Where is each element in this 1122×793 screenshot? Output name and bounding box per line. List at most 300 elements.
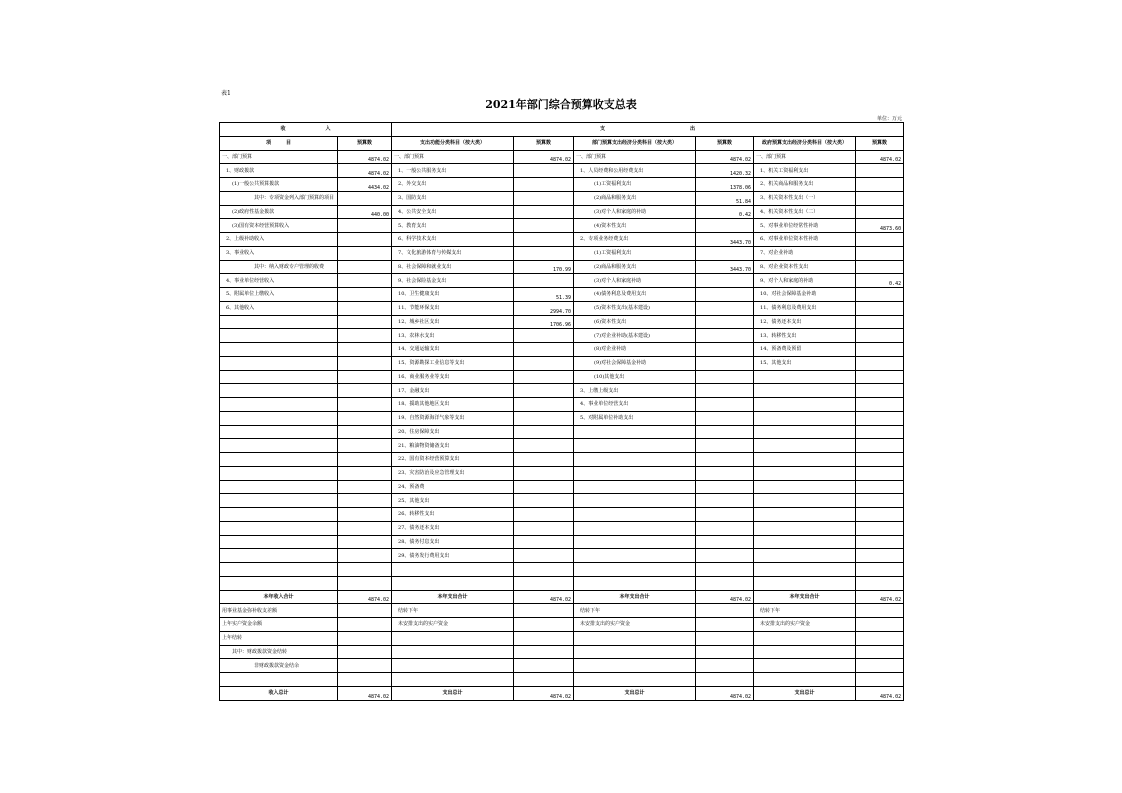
amount-cell bbox=[514, 219, 574, 233]
amount-cell: 3443.70 bbox=[696, 233, 754, 247]
item-cell: 1、人员经费和公用经费支出 bbox=[574, 164, 696, 178]
item-cell: 用事业基金弥补收支差额 bbox=[220, 604, 338, 618]
item-cell: 未安排支出的实户资金 bbox=[754, 618, 856, 632]
table-row bbox=[220, 370, 904, 384]
amount-cell bbox=[338, 343, 392, 357]
amount-cell bbox=[338, 521, 392, 535]
item-cell: 本年支出合计 bbox=[392, 590, 514, 604]
table-row bbox=[220, 398, 904, 412]
amount-cell bbox=[696, 398, 754, 412]
item-cell: (6)资本性支出 bbox=[574, 315, 696, 329]
item-cell: 一、部门预算 bbox=[754, 150, 856, 164]
amount-cell bbox=[856, 659, 904, 673]
amount-cell: 4874.02 bbox=[856, 686, 904, 700]
amount-cell bbox=[514, 563, 574, 577]
item-cell: 15、其他支出 bbox=[754, 356, 856, 370]
amount-cell bbox=[338, 398, 392, 412]
table-row bbox=[220, 411, 904, 425]
item-cell bbox=[754, 425, 856, 439]
amount-cell bbox=[856, 301, 904, 315]
amount-cell: 1420.32 bbox=[696, 164, 754, 178]
item-cell bbox=[220, 521, 338, 535]
item-cell: 10、卫生健康支出 bbox=[392, 288, 514, 302]
amount-cell bbox=[514, 604, 574, 618]
amount-cell bbox=[696, 356, 754, 370]
amount-cell bbox=[856, 384, 904, 398]
item-cell bbox=[754, 453, 856, 467]
amount-cell bbox=[856, 549, 904, 563]
item-cell: 12、债务还本支出 bbox=[754, 315, 856, 329]
amount-cell bbox=[338, 645, 392, 659]
item-cell: 上年实户资金余额 bbox=[220, 618, 338, 632]
item-cell: 14、交通运输支出 bbox=[392, 343, 514, 357]
amount-cell bbox=[514, 535, 574, 549]
item-cell: 本年收入合计 bbox=[220, 590, 338, 604]
item-cell: 11、节能环保支出 bbox=[392, 301, 514, 315]
item-cell bbox=[220, 329, 338, 343]
amount-cell bbox=[856, 508, 904, 522]
amount-cell bbox=[856, 466, 904, 480]
amount-cell bbox=[856, 563, 904, 577]
amount-cell bbox=[856, 260, 904, 274]
subtotal-row bbox=[220, 590, 904, 604]
item-cell: 13、转移性支出 bbox=[754, 329, 856, 343]
item-cell: 7、文化旅游体育与传媒支出 bbox=[392, 246, 514, 260]
item-cell: 1、机关工资福利支出 bbox=[754, 164, 856, 178]
amount-cell bbox=[696, 370, 754, 384]
item-cell: 3、上缴上级支出 bbox=[574, 384, 696, 398]
item-cell: 一、部门预算 bbox=[220, 150, 338, 164]
table-row bbox=[220, 618, 904, 632]
amount-cell bbox=[338, 301, 392, 315]
table-row bbox=[220, 631, 904, 645]
item-cell: 未安排支出的实户资金 bbox=[392, 618, 514, 632]
section-header-row bbox=[220, 123, 904, 137]
item-cell bbox=[220, 466, 338, 480]
amount-cell: 51.39 bbox=[514, 288, 574, 302]
item-cell bbox=[754, 549, 856, 563]
item-cell bbox=[392, 563, 514, 577]
amount-cell bbox=[696, 549, 754, 563]
item-cell bbox=[754, 411, 856, 425]
col-header-dept-econ: 部门预算支出经济分类科目（按大类） bbox=[574, 136, 696, 150]
amount-cell bbox=[856, 164, 904, 178]
table-row bbox=[220, 205, 904, 219]
item-cell bbox=[220, 315, 338, 329]
item-cell: 21、粮油物资储备支出 bbox=[392, 439, 514, 453]
item-cell: 16、商业服务业等支出 bbox=[392, 370, 514, 384]
item-cell: 23、灾害防治及应急管理支出 bbox=[392, 466, 514, 480]
col-header-item: 项 目 bbox=[220, 136, 338, 150]
amount-cell bbox=[856, 191, 904, 205]
amount-cell bbox=[338, 618, 392, 632]
table-row bbox=[220, 673, 904, 687]
item-cell: (4)债务利息及费用支出 bbox=[574, 288, 696, 302]
table-row bbox=[220, 384, 904, 398]
item-cell bbox=[574, 494, 696, 508]
item-cell: 其中：纳入财政专户管理的收费 bbox=[220, 260, 338, 274]
amount-cell: 2994.70 bbox=[514, 301, 574, 315]
amount-cell bbox=[338, 246, 392, 260]
amount-cell bbox=[856, 480, 904, 494]
table-row bbox=[220, 645, 904, 659]
item-cell: 25、其他支出 bbox=[392, 494, 514, 508]
item-cell: 12、城乡社区支出 bbox=[392, 315, 514, 329]
item-cell bbox=[754, 645, 856, 659]
amount-cell bbox=[856, 439, 904, 453]
table-row bbox=[220, 494, 904, 508]
item-cell bbox=[754, 480, 856, 494]
amount-cell bbox=[856, 343, 904, 357]
amount-cell bbox=[514, 673, 574, 687]
amount-cell bbox=[514, 439, 574, 453]
amount-cell bbox=[696, 673, 754, 687]
item-cell: (4)资本性支出 bbox=[574, 219, 696, 233]
item-cell: (1)工资福利支出 bbox=[574, 178, 696, 192]
amount-cell bbox=[338, 480, 392, 494]
amount-cell: 4874.02 bbox=[514, 150, 574, 164]
item-cell: 17、金融支出 bbox=[392, 384, 514, 398]
amount-cell bbox=[856, 315, 904, 329]
table-row bbox=[220, 453, 904, 467]
item-cell bbox=[220, 411, 338, 425]
amount-cell: 4874.02 bbox=[338, 164, 392, 178]
unit-label: 单位：万元 bbox=[876, 116, 902, 122]
amount-cell: 51.84 bbox=[696, 191, 754, 205]
item-cell bbox=[574, 425, 696, 439]
amount-cell bbox=[338, 466, 392, 480]
item-cell: 14、预备费及预留 bbox=[754, 343, 856, 357]
item-cell bbox=[220, 576, 338, 590]
item-cell bbox=[754, 563, 856, 577]
amount-cell bbox=[696, 521, 754, 535]
table-row bbox=[220, 150, 904, 164]
amount-cell bbox=[696, 288, 754, 302]
amount-cell bbox=[338, 494, 392, 508]
item-cell: 24、预备费 bbox=[392, 480, 514, 494]
item-cell: 5、教育支出 bbox=[392, 219, 514, 233]
amount-cell bbox=[514, 384, 574, 398]
item-cell: 收入总计 bbox=[220, 686, 338, 700]
amount-cell: 4874.02 bbox=[856, 590, 904, 604]
item-cell: 5、附属单位上缴收入 bbox=[220, 288, 338, 302]
item-cell: 8、社会保障和就业支出 bbox=[392, 260, 514, 274]
item-cell bbox=[754, 384, 856, 398]
item-cell: 2、外交支出 bbox=[392, 178, 514, 192]
item-cell: (9)对社会保障基金补助 bbox=[574, 356, 696, 370]
item-cell bbox=[220, 384, 338, 398]
item-cell: 一、部门预算 bbox=[392, 150, 514, 164]
amount-cell bbox=[696, 453, 754, 467]
amount-cell bbox=[338, 439, 392, 453]
amount-cell bbox=[338, 260, 392, 274]
amount-cell bbox=[696, 411, 754, 425]
item-cell: (2)政府性基金拨款 bbox=[220, 205, 338, 219]
item-cell bbox=[574, 631, 696, 645]
table-row bbox=[220, 315, 904, 329]
item-cell: 20、住房保障支出 bbox=[392, 425, 514, 439]
item-cell bbox=[392, 576, 514, 590]
amount-cell bbox=[856, 535, 904, 549]
amount-cell bbox=[696, 329, 754, 343]
amount-cell bbox=[338, 411, 392, 425]
amount-cell bbox=[856, 411, 904, 425]
amount-cell bbox=[856, 521, 904, 535]
amount-cell: 1706.96 bbox=[514, 315, 574, 329]
col-header-func: 支出功能分类科目（按大类） bbox=[392, 136, 514, 150]
item-cell: 1、一般公共服务支出 bbox=[392, 164, 514, 178]
amount-cell bbox=[514, 246, 574, 260]
amount-cell bbox=[856, 618, 904, 632]
item-cell bbox=[220, 453, 338, 467]
amount-cell bbox=[856, 370, 904, 384]
item-cell: 4、公共安全支出 bbox=[392, 205, 514, 219]
item-cell: 9、社会保险基金支出 bbox=[392, 274, 514, 288]
item-cell: 26、转移性支出 bbox=[392, 508, 514, 522]
amount-cell bbox=[696, 480, 754, 494]
amount-cell bbox=[514, 576, 574, 590]
amount-cell: 4874.02 bbox=[338, 590, 392, 604]
amount-cell bbox=[696, 246, 754, 260]
amount-cell bbox=[338, 384, 392, 398]
table-row bbox=[220, 343, 904, 357]
item-cell: 7、对企业补助 bbox=[754, 246, 856, 260]
amount-cell bbox=[338, 329, 392, 343]
item-cell: (2)商品和服务支出 bbox=[574, 260, 696, 274]
amount-cell bbox=[338, 425, 392, 439]
item-cell: 11、债务利息及费用支出 bbox=[754, 301, 856, 315]
amount-cell bbox=[696, 508, 754, 522]
amount-cell bbox=[338, 563, 392, 577]
item-cell: 3、事业收入 bbox=[220, 246, 338, 260]
amount-cell bbox=[696, 301, 754, 315]
item-cell: 一、部门预算 bbox=[574, 150, 696, 164]
item-cell bbox=[220, 535, 338, 549]
item-cell: 10、对社会保障基金补助 bbox=[754, 288, 856, 302]
amount-cell bbox=[338, 631, 392, 645]
table-row bbox=[220, 563, 904, 577]
amount-cell bbox=[696, 384, 754, 398]
item-cell: 4、事业单位经营支出 bbox=[574, 398, 696, 412]
table-row bbox=[220, 329, 904, 343]
table-row bbox=[220, 178, 904, 192]
amount-cell: 4434.02 bbox=[338, 178, 392, 192]
item-cell bbox=[754, 673, 856, 687]
item-cell: 其中：专项资金列入部门预算的项目 bbox=[220, 191, 338, 205]
amount-cell bbox=[696, 618, 754, 632]
amount-cell: 0.42 bbox=[856, 274, 904, 288]
amount-cell bbox=[514, 370, 574, 384]
item-cell: 5、对附属单位补助支出 bbox=[574, 411, 696, 425]
amount-cell bbox=[338, 604, 392, 618]
item-cell bbox=[220, 508, 338, 522]
item-cell bbox=[754, 535, 856, 549]
amount-cell bbox=[338, 288, 392, 302]
item-cell: (10)其他支出 bbox=[574, 370, 696, 384]
item-cell: 27、债务还本支出 bbox=[392, 521, 514, 535]
item-cell bbox=[754, 659, 856, 673]
item-cell: 结转下年 bbox=[574, 604, 696, 618]
table-row bbox=[220, 233, 904, 247]
item-cell: 5、对事业单位经常性补助 bbox=[754, 219, 856, 233]
amount-cell bbox=[338, 673, 392, 687]
amount-cell bbox=[338, 356, 392, 370]
item-cell: 1、财政拨款 bbox=[220, 164, 338, 178]
table-row bbox=[220, 549, 904, 563]
amount-cell bbox=[514, 645, 574, 659]
amount-cell bbox=[514, 659, 574, 673]
item-cell bbox=[574, 576, 696, 590]
col-header-amount: 预算数 bbox=[696, 136, 754, 150]
amount-cell bbox=[696, 466, 754, 480]
total-row bbox=[220, 686, 904, 700]
item-cell: (1)一般公共预算拨款 bbox=[220, 178, 338, 192]
amount-cell: 4874.02 bbox=[696, 150, 754, 164]
amount-cell bbox=[514, 178, 574, 192]
amount-cell bbox=[338, 508, 392, 522]
item-cell bbox=[754, 631, 856, 645]
amount-cell bbox=[514, 549, 574, 563]
item-cell: 3、国防支出 bbox=[392, 191, 514, 205]
amount-cell bbox=[514, 631, 574, 645]
item-cell: 28、债务付息支出 bbox=[392, 535, 514, 549]
item-cell bbox=[392, 645, 514, 659]
item-cell: 本年支出合计 bbox=[574, 590, 696, 604]
item-cell bbox=[754, 370, 856, 384]
item-cell: (7)对企业补助(基本建设) bbox=[574, 329, 696, 343]
item-cell bbox=[754, 466, 856, 480]
item-cell bbox=[220, 673, 338, 687]
column-header-row bbox=[220, 136, 904, 150]
table-row bbox=[220, 260, 904, 274]
item-cell: 2、上级补助收入 bbox=[220, 233, 338, 247]
amount-cell bbox=[514, 508, 574, 522]
amount-cell bbox=[696, 315, 754, 329]
item-cell bbox=[754, 398, 856, 412]
item-cell: 本年支出合计 bbox=[754, 590, 856, 604]
item-cell: 6、科学技术支出 bbox=[392, 233, 514, 247]
amount-cell bbox=[696, 274, 754, 288]
amount-cell bbox=[514, 425, 574, 439]
item-cell: 非财政拨款资金结余 bbox=[220, 659, 338, 673]
amount-cell bbox=[856, 356, 904, 370]
item-cell: (5)资本性支出(基本建设) bbox=[574, 301, 696, 315]
item-cell bbox=[220, 563, 338, 577]
item-cell: 22、国有资本经营预算支出 bbox=[392, 453, 514, 467]
amount-cell bbox=[514, 521, 574, 535]
amount-cell bbox=[696, 631, 754, 645]
amount-cell bbox=[696, 219, 754, 233]
amount-cell bbox=[338, 453, 392, 467]
amount-cell bbox=[856, 631, 904, 645]
item-cell: 19、自然资源海洋气象等支出 bbox=[392, 411, 514, 425]
budget-table bbox=[219, 122, 904, 701]
amount-cell bbox=[856, 604, 904, 618]
item-cell: 结转下年 bbox=[392, 604, 514, 618]
amount-cell: 4874.02 bbox=[514, 686, 574, 700]
item-cell: 支出总计 bbox=[754, 686, 856, 700]
item-cell: 6、对事业单位资本性补助 bbox=[754, 233, 856, 247]
amount-cell bbox=[514, 466, 574, 480]
table-row bbox=[220, 521, 904, 535]
item-cell bbox=[392, 631, 514, 645]
item-cell: (8)对企业补助 bbox=[574, 343, 696, 357]
amount-cell bbox=[338, 274, 392, 288]
amount-cell bbox=[514, 494, 574, 508]
amount-cell bbox=[514, 343, 574, 357]
amount-cell bbox=[696, 659, 754, 673]
item-cell bbox=[754, 439, 856, 453]
amount-cell bbox=[856, 576, 904, 590]
amount-cell bbox=[856, 645, 904, 659]
amount-cell bbox=[856, 398, 904, 412]
amount-cell: 4874.02 bbox=[338, 150, 392, 164]
amount-cell bbox=[696, 645, 754, 659]
item-cell bbox=[574, 480, 696, 494]
page-title: 2021年部门综合预算收支总表 bbox=[485, 98, 637, 111]
amount-cell bbox=[514, 233, 574, 247]
col-header-amount: 预算数 bbox=[856, 136, 904, 150]
amount-cell bbox=[514, 356, 574, 370]
col-header-amount: 预算数 bbox=[338, 136, 392, 150]
item-cell: 4、事业单位经营收入 bbox=[220, 274, 338, 288]
item-cell: (1)工资福利支出 bbox=[574, 246, 696, 260]
col-header-gov-econ: 政府预算支出经济分类科目（按大类） bbox=[754, 136, 856, 150]
amount-cell bbox=[856, 178, 904, 192]
amount-cell bbox=[856, 233, 904, 247]
amount-cell bbox=[696, 576, 754, 590]
item-cell: 结转下年 bbox=[754, 604, 856, 618]
col-header-amount: 预算数 bbox=[514, 136, 574, 150]
table-row bbox=[220, 288, 904, 302]
item-cell: 18、援助其他地区支出 bbox=[392, 398, 514, 412]
amount-cell bbox=[696, 535, 754, 549]
item-cell: (3)国有资本经营预算收入 bbox=[220, 219, 338, 233]
item-cell bbox=[392, 659, 514, 673]
table-row bbox=[220, 480, 904, 494]
item-cell bbox=[574, 673, 696, 687]
amount-cell bbox=[856, 205, 904, 219]
amount-cell: 4874.02 bbox=[338, 686, 392, 700]
table-row bbox=[220, 191, 904, 205]
item-cell: 8、对企业资本性支出 bbox=[754, 260, 856, 274]
item-cell bbox=[754, 494, 856, 508]
income-section-header: 收 入 bbox=[220, 123, 392, 137]
amount-cell bbox=[856, 453, 904, 467]
table-row bbox=[220, 604, 904, 618]
table-row bbox=[220, 301, 904, 315]
table-row bbox=[220, 425, 904, 439]
amount-cell: 4874.02 bbox=[696, 686, 754, 700]
item-cell: 9、对个人和家庭的补助 bbox=[754, 274, 856, 288]
amount-cell bbox=[696, 425, 754, 439]
item-cell bbox=[220, 425, 338, 439]
item-cell: 上年结转 bbox=[220, 631, 338, 645]
amount-cell bbox=[696, 494, 754, 508]
amount-cell: 170.99 bbox=[514, 260, 574, 274]
item-cell: (3)对个人和家庭补助 bbox=[574, 274, 696, 288]
amount-cell bbox=[514, 329, 574, 343]
item-cell bbox=[574, 466, 696, 480]
amount-cell: 4873.60 bbox=[856, 219, 904, 233]
amount-cell: 4874.02 bbox=[696, 590, 754, 604]
amount-cell bbox=[696, 343, 754, 357]
item-cell bbox=[220, 494, 338, 508]
amount-cell bbox=[856, 425, 904, 439]
item-cell: 2、专项业务经费支出 bbox=[574, 233, 696, 247]
item-cell bbox=[574, 659, 696, 673]
amount-cell bbox=[514, 205, 574, 219]
